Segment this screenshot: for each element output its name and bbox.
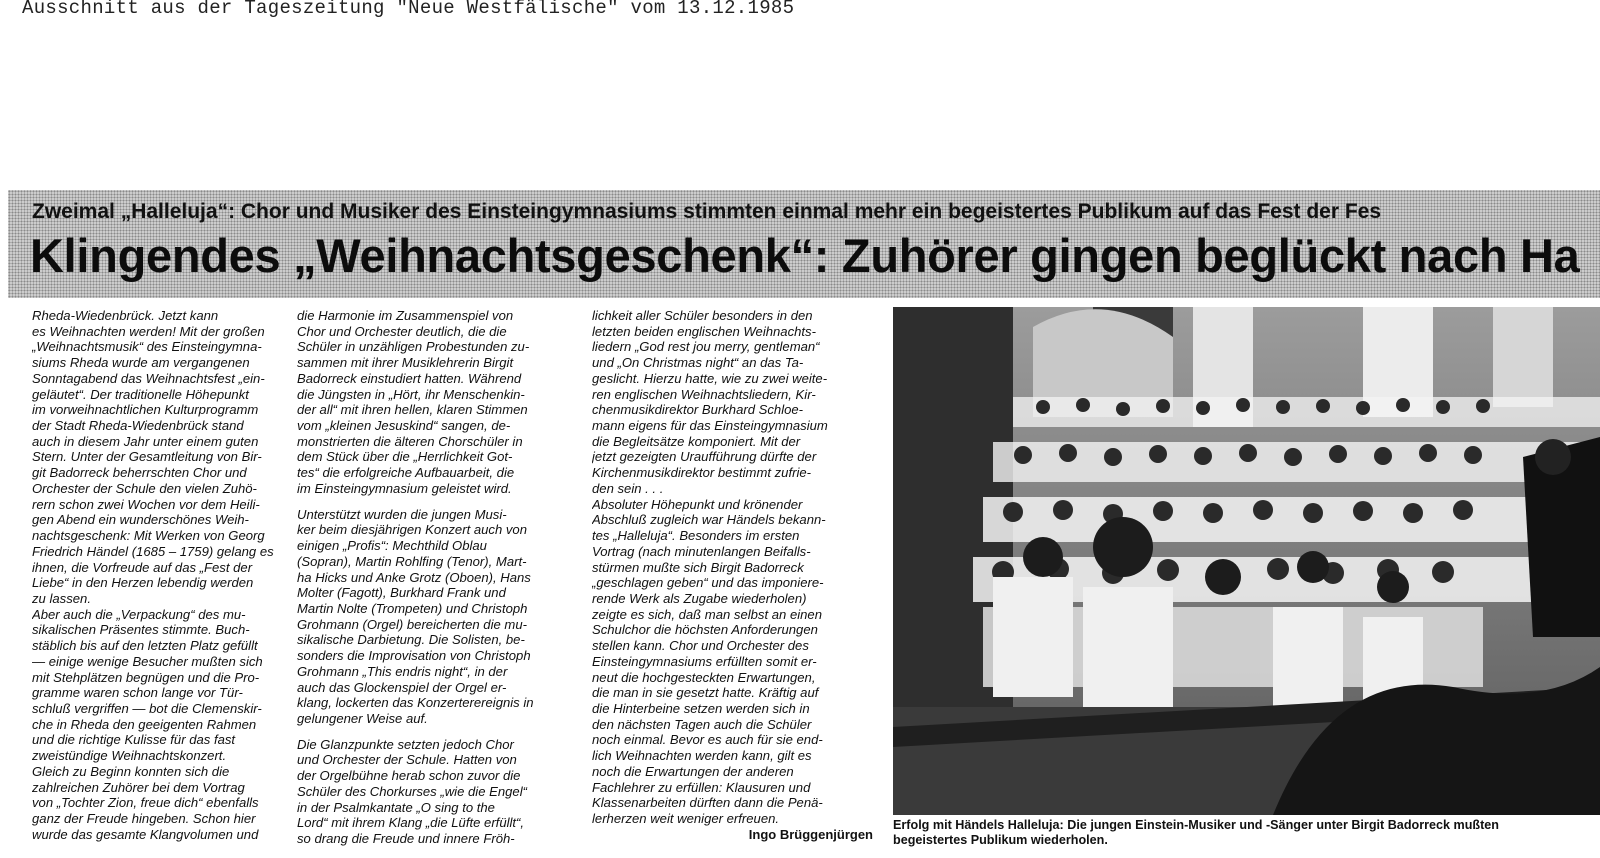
caption-line: Erfolg mit Händels Halleluja: Die jungen Einstein-Musiker und -Sänger unter Birgit Badorreck mußten	[893, 818, 1499, 832]
photo-caption	[893, 818, 1600, 848]
text-line: noch einmal. Bevor es auch für sie end-	[592, 732, 823, 748]
text-line: ker beim diesjährigen Konzert auch von	[297, 522, 527, 538]
text-line: Schüler in unzähligen Probestunden zu-	[297, 339, 530, 355]
text-line: neut die hochgesteckten Erwartungen,	[592, 669, 816, 685]
text-line: es Weihnachten werden! Mit der großen	[32, 323, 265, 339]
text-line: lich Weihnachten werden kann, gilt es	[592, 748, 812, 764]
text-line: mit Stehplätzen begnügen und die Pro-	[32, 669, 260, 685]
text-line: zahlreichen Zuhörer bei dem Vortrag	[32, 779, 245, 795]
text-line: und „On Christmas night“ an das Ta-	[592, 355, 804, 371]
text-line: Aber auch die „Verpackung“ des mu-	[32, 606, 246, 622]
text-line: gramme waren schon lange vor Tür-	[32, 685, 243, 701]
text-line: Unterstützt wurden die jungen Musi-	[297, 506, 507, 522]
text-line: noch die Erwartungen der anderen	[592, 763, 794, 779]
article-column-1	[32, 308, 284, 856]
text-line: so drang die Freude und innere Fröh-	[297, 831, 515, 846]
text-line: Absoluter Höhepunkt und krönender	[592, 496, 803, 512]
text-line: gen Abend ein wunderschönes Weih-	[32, 512, 249, 528]
text-line: Einsteingymnasiums erfüllten somit er-	[592, 653, 817, 669]
text-line: stäblich bis auf den letzten Platz gefüllt	[32, 638, 258, 654]
text-line: gelungener Weise auf.	[297, 710, 428, 726]
text-line: die Hinterbeine setzen werden sich in	[592, 700, 810, 716]
text-line: von „Tochter Zion, freue dich“ ebenfalls	[32, 795, 259, 811]
text-line: Gleich zu Beginn konnten sich die	[32, 763, 230, 779]
text-line: auch das Glockenspiel der Orgel er-	[297, 679, 507, 695]
text-line: — einige wenige Besucher mußten sich	[32, 653, 263, 669]
text-line: die man in sie gesetzt hatte. Kräftig auf	[592, 685, 819, 701]
text-line: ganz der Freude hingeben. Schon hier	[32, 811, 256, 826]
text-line: sammen mit ihrer Musiklehrerin Birgit	[297, 355, 514, 371]
text-line: sikalische Darbietung. Die Solisten, be-	[297, 632, 525, 648]
text-line: Sonntagabend das Weihnachtsfest „ein-	[32, 370, 265, 386]
text-line: chenmusikdirektor Burkhard Schloe-	[592, 402, 804, 418]
text-line: Die Glanzpunkte setzten jedoch Chor	[297, 736, 514, 752]
text-line: im Einsteingymnasium geleistet wird.	[297, 480, 512, 496]
article-column-2	[297, 308, 576, 856]
text-line: sikalischen Präsentes stimmte. Buch-	[32, 622, 250, 638]
text-line: liedern „God rest jou merry, gentleman“	[592, 339, 820, 355]
text-line: git Badorreck beherrschten Chor und	[32, 465, 247, 481]
text-line: rern schon zwei Wochen vor dem Heili-	[32, 496, 260, 512]
text-line: den sein . . .	[592, 480, 664, 496]
text-line: zeigte es sich, daß man selbst an einen	[592, 606, 822, 622]
text-line: Lord“ mit ihrem Klang „die Lüfte erfüllt“,	[297, 815, 525, 831]
text-line: klang, lockerten das Konzerterereignis in	[297, 695, 534, 711]
text-line: Molter (Fagott), Burkhard Frank und	[297, 585, 506, 601]
text-line: im vorweihnachtlichen Kulturprogramm	[32, 402, 259, 418]
text-line: Kirchenmusikdirektor bestimmt zufrie-	[592, 465, 812, 481]
text-line: ren englischen Weihnachtsliedern, Kir-	[592, 386, 816, 402]
text-line: der Orgelbühne herab schon zuvor die	[297, 768, 521, 784]
text-line: (Sopran), Martin Rohlfing (Tenor), Mart-	[297, 553, 527, 569]
text-line: wurde das gesamte Klangvolumen und	[32, 826, 259, 842]
text-line: den nächsten Tagen auch die Schüler	[592, 716, 812, 732]
text-line: Chor und Orchester deutlich, die die	[297, 323, 507, 339]
text-line: Abschluß zugleich war Händels bekann-	[592, 512, 826, 528]
text-line: geläutet“. Der traditionelle Höhepunkt	[32, 386, 249, 402]
text-line: siums Rheda wurde am vergangenen	[32, 355, 250, 371]
text-line: jetzt gezeigten Uraufführung dürfte der	[592, 449, 817, 465]
text-line: tes“ die erfolgreiche Aufbauarbeit, die	[297, 465, 515, 481]
text-line: die Jüngsten in „Hört, ihr Menschenkin-	[297, 386, 525, 402]
text-line: che in Rheda den geeigenten Rahmen	[32, 716, 257, 732]
text-line: „Weihnachtsmusik“ des Einsteingymna-	[32, 339, 262, 355]
byline: Ingo Brüggenjürgen	[748, 826, 873, 842]
text-line: schluß vergriffen — bot die Clemenskir-	[32, 700, 262, 716]
text-line: „geschlagen geben“ und das imponiere-	[592, 575, 824, 591]
text-line: letzten beiden englischen Weihnachts-	[592, 323, 816, 339]
text-line: Schulchor die höchsten Anforderungen	[592, 622, 818, 638]
text-line: rende Werk als Zugabe wiederholen)	[592, 590, 807, 606]
text-line: Schüler des Chorkurses „wie die Engel“	[297, 783, 527, 799]
header-band	[8, 190, 1600, 298]
text-line: Orchester der Schule den vielen Zuhö-	[32, 480, 257, 496]
headline: Klingendes „Weihnachtsgeschenk“: Zuhörer gingen beglückt nach Ha	[30, 229, 1580, 282]
source-line: Ausschnitt aus der Tageszeitung "Neue Westfälische" vom 13.12.1985	[22, 0, 795, 19]
concert-photo	[893, 307, 1600, 815]
article-column-3	[592, 308, 873, 856]
text-line: vom „kleinen Jesuskind“ sangen, de-	[297, 418, 511, 434]
text-line: Grohmann „This endris night“, in der	[297, 663, 508, 679]
text-line: der all“ mit ihren hellen, klaren Stimmen	[297, 402, 528, 418]
text-line: Grohmann (Orgel) bereicherten die mu-	[297, 616, 527, 632]
text-line: Klassenarbeiten dürften dann die Penä-	[592, 795, 823, 811]
text-line: stellen kann. Chor und Orchester des	[592, 638, 809, 654]
text-line: monstrierten die älteren Chorschüler in	[297, 433, 523, 449]
text-line: ha Hicks und Anke Grotz (Oboen), Hans	[297, 569, 531, 585]
text-line: und Orchester der Schule. Hatten von	[297, 752, 517, 768]
text-line: sonders die Improvisation von Christoph	[297, 648, 531, 664]
text-line: dem Stück über die „Herrlichkeit Got-	[297, 449, 513, 465]
text-line: Friedrich Händel (1685 – 1759) gelang es	[32, 543, 274, 559]
text-line: Liebe“ in den Herzen lebendig werden	[32, 575, 254, 591]
text-line: lichkeit aller Schüler besonders in den	[592, 308, 813, 323]
text-line: in der Psalmkantate „O sing to the	[297, 799, 495, 815]
text-line: die Harmonie im Zusammenspiel von	[297, 308, 514, 323]
text-line: der Stadt Rheda-Wiedenbrück stand	[32, 418, 244, 434]
caption-line: begeistertes Publikum wiederholen.	[893, 833, 1108, 847]
text-line: und die richtige Kulisse für das fast	[32, 732, 236, 748]
text-line: Badorreck einstudiert hatten. Während	[297, 370, 522, 386]
text-line: nachtsgeschenk: Mit Werken von Georg	[32, 528, 265, 544]
text-line: zweistündige Weihnachtskonzert.	[32, 748, 227, 764]
text-line: ihnen, die Vorfreude auf das „Fest der	[32, 559, 253, 575]
kicker: Zweimal „Halleluja“: Chor und Musiker des Einsteingymnasiums stimmten einmal mehr ein begeistertes Publikum auf das Fest der Fes	[32, 200, 1382, 223]
text-line: Fachlehrer zu erfüllen: Klausuren und	[592, 779, 811, 795]
text-line: stürmen mußte sich Birgit Badorreck	[592, 559, 804, 575]
text-line: zu lassen.	[32, 590, 91, 606]
text-line: mann eigens für das Einsteingymnasium	[592, 418, 828, 434]
text-line: geslicht. Hierzu hatte, wie zu zwei weite-	[592, 370, 828, 386]
text-line: Stern. Unter der Gesamtleitung von Bir-	[32, 449, 262, 465]
text-line: tes „Halleluja“. Besonders im ersten	[592, 528, 800, 544]
text-line: die Begleitsätze komponiert. Mit der	[592, 433, 801, 449]
text-line: Rheda-Wiedenbrück. Jetzt kann	[32, 308, 219, 323]
text-line: auch in diesem Jahr unter einem guten	[32, 433, 259, 449]
text-line: Martin Nolte (Trompeten) und Christoph	[297, 600, 528, 616]
text-line: lerherzen weit weniger erfreuen.	[592, 811, 780, 826]
text-line: Vortrag (nach minutenlangen Beifalls-	[592, 543, 811, 559]
text-line: einigen „Profis“: Mechthild Oblau	[297, 538, 487, 554]
